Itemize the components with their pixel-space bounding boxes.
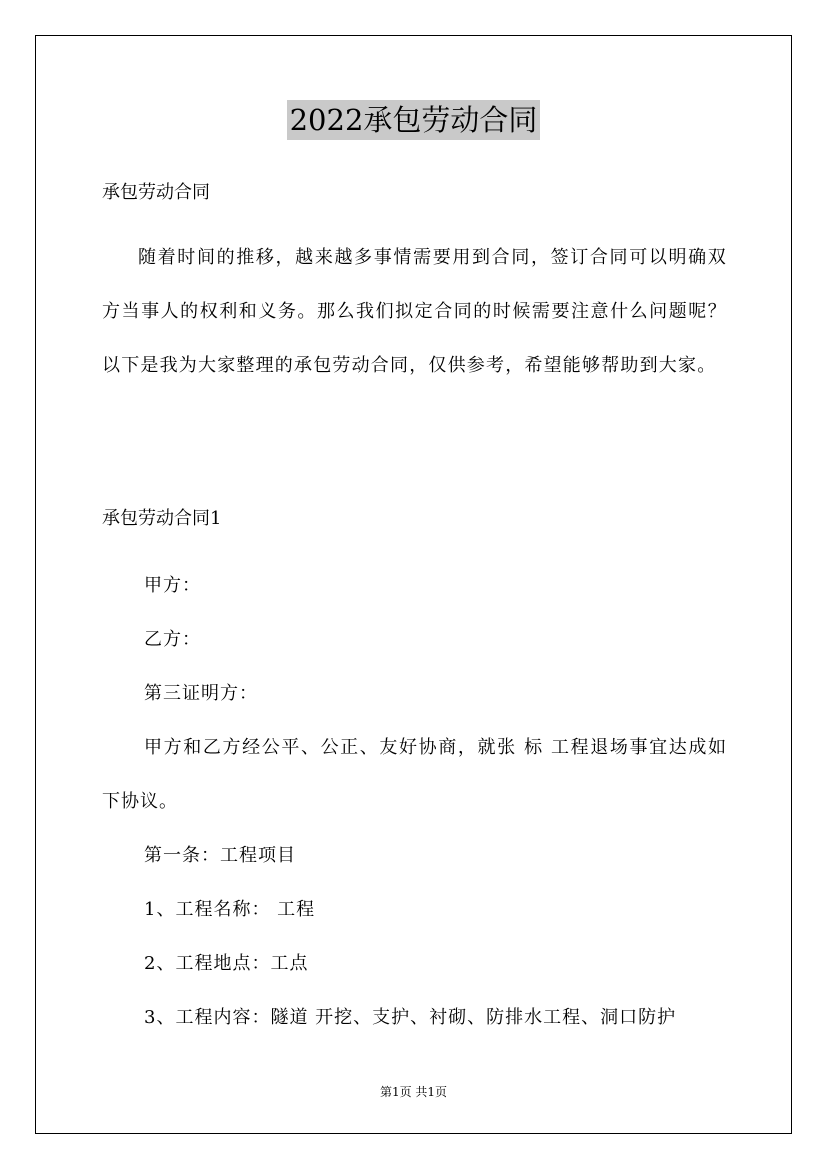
clause-witness: 第三证明方： (144, 683, 258, 704)
clause-project-location: 2、工程地点：工点 (144, 953, 309, 974)
clause-list (102, 559, 727, 1045)
clause-agreement: 甲方和乙方经公平、公正、友好协商，就张 标 工程退场事宜达成如下协议。 (102, 737, 727, 812)
clause-party-a: 甲方： (144, 575, 201, 596)
clause-article-one: 第一条：工程项目 (144, 845, 296, 866)
document-heading: 承包劳动合同 (102, 182, 210, 203)
title-container (0, 100, 827, 140)
contract-heading: 承包劳动合同1 (102, 508, 222, 529)
clause-project-content: 3、工程内容：隧道 开挖、支护、衬砌、防排水工程、洞口防护 (144, 1007, 677, 1028)
page-footer: 第1页 共1页 (379, 1085, 448, 1099)
clause-project-name: 1、工程名称： 工程 (144, 899, 316, 920)
clause-party-b: 乙方： (144, 629, 201, 650)
intro-paragraph: 随着时间的推移，越来越多事情需要用到合同，签订合同可以明确双方当事人的权利和义务。那么我们拟定合同的时候需要注意什么问题呢？以下是我为大家整理的承包劳动合同，仅供参考，希望能够帮助到大家。 (102, 247, 727, 376)
document-title: 2022承包劳动合同 (287, 100, 541, 140)
